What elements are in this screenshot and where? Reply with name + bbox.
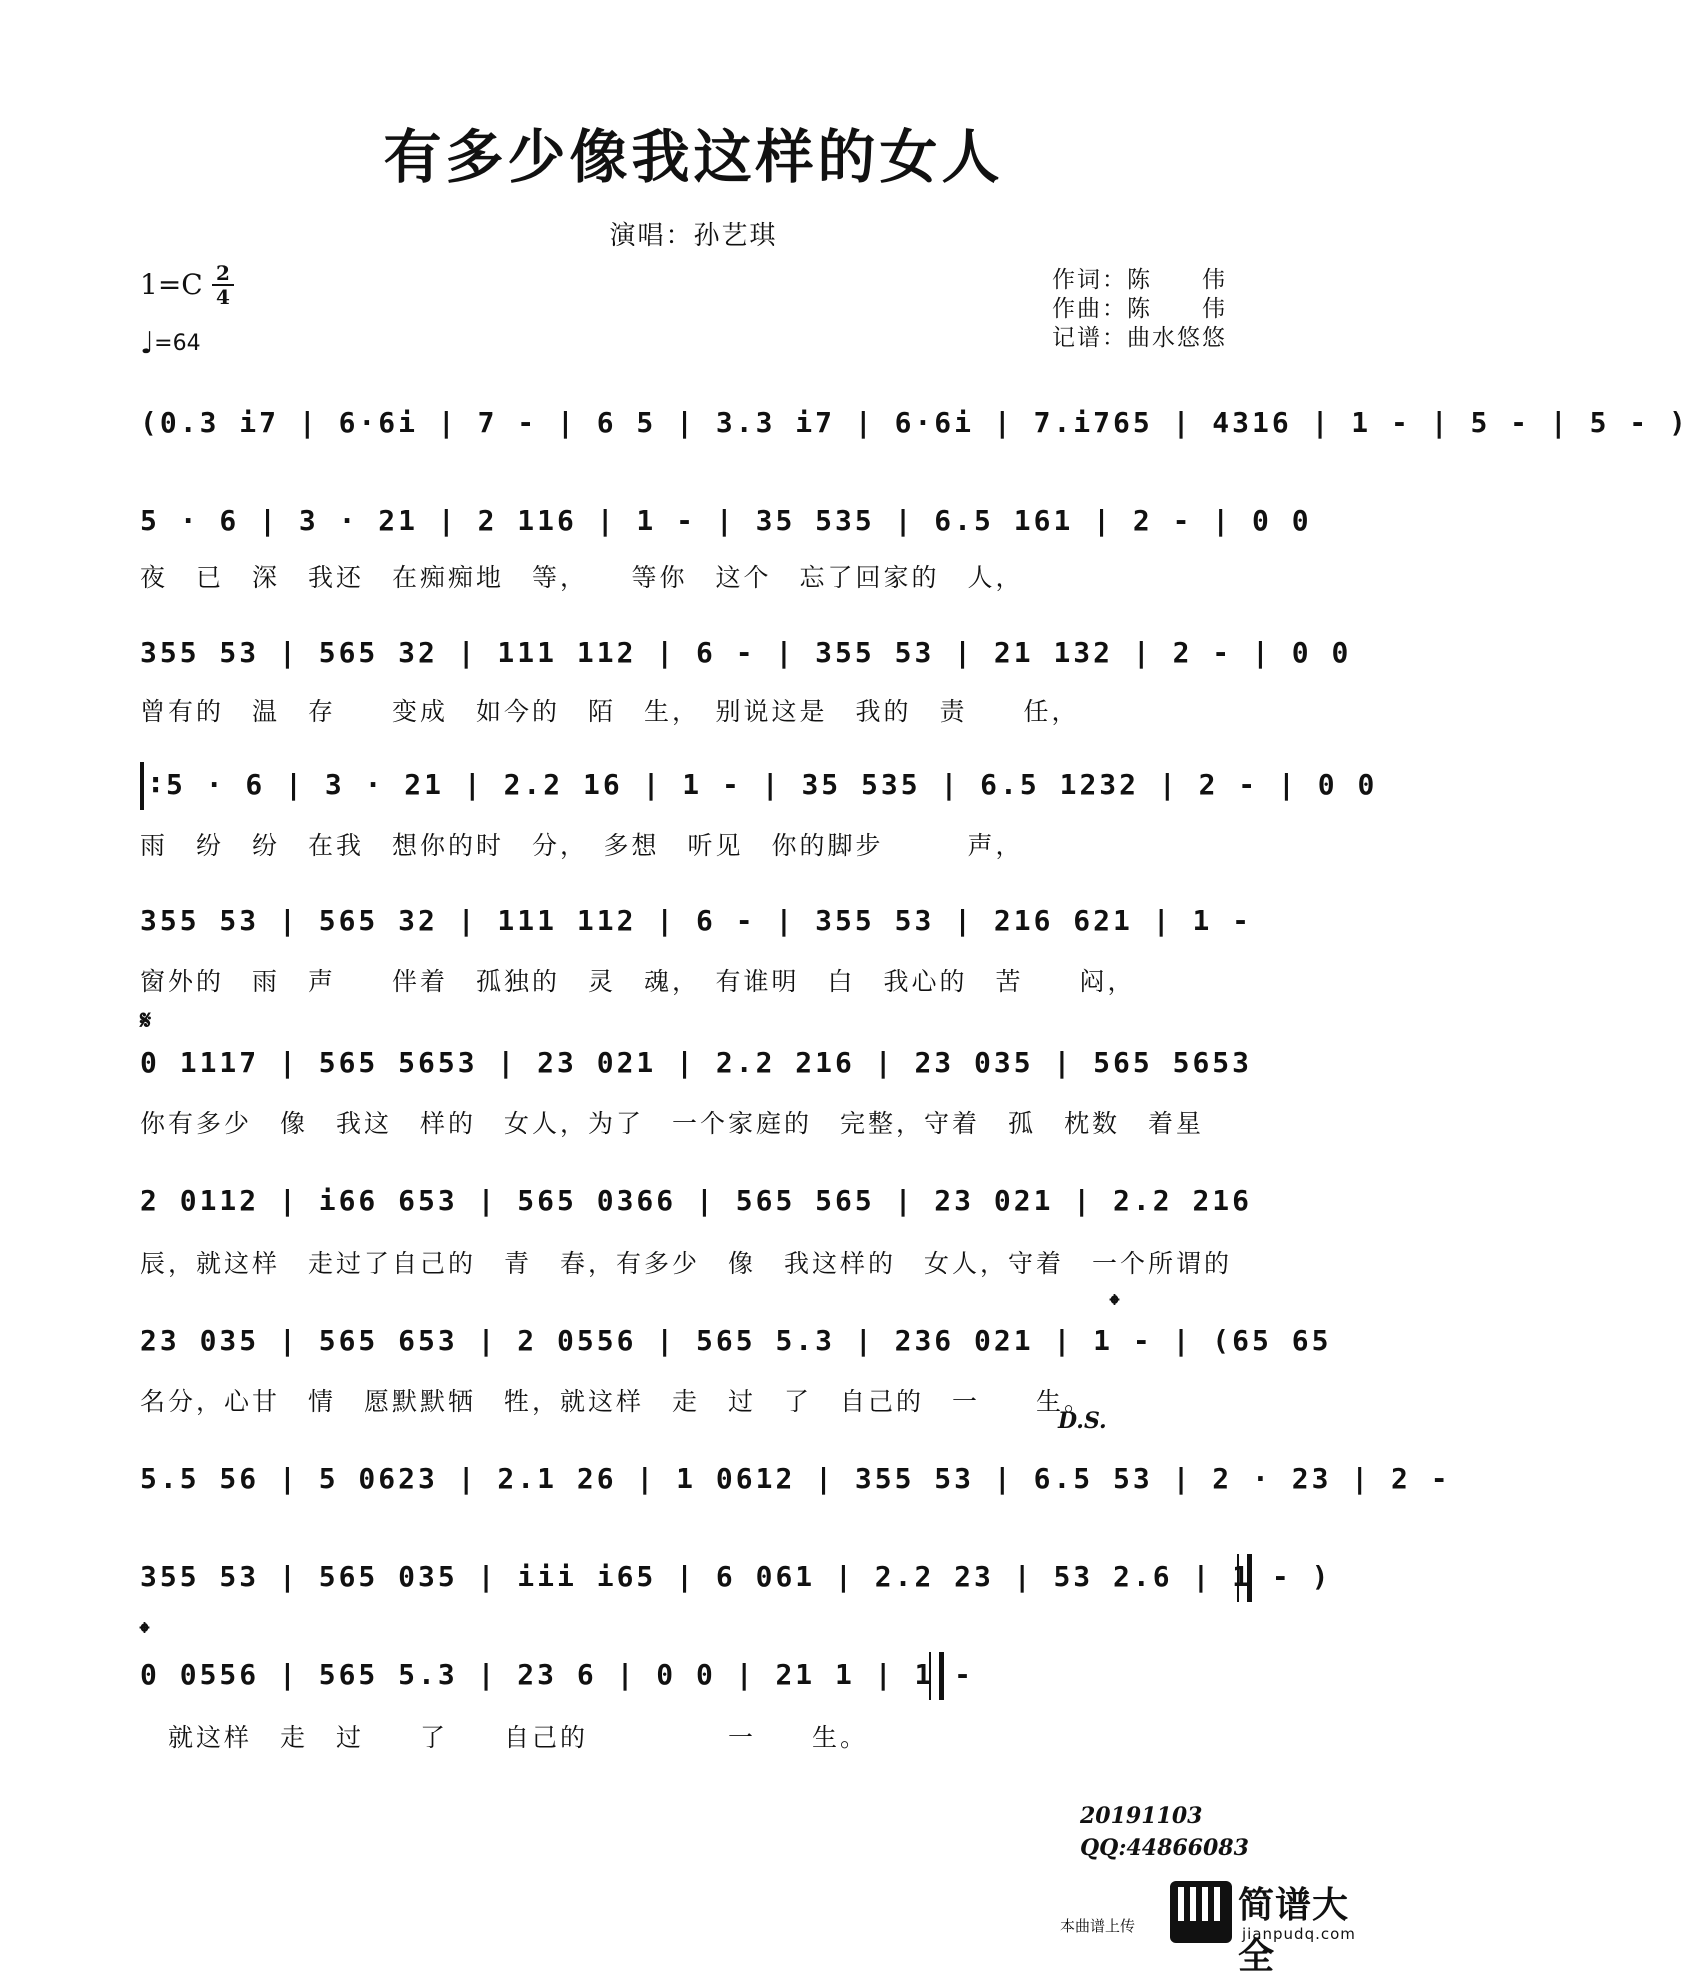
site-watermark — [1060, 1875, 1382, 1977]
upload-note: 本曲谱上传 — [1060, 1917, 1136, 1935]
lyrics-line-2: 夜 已 深 我还 在痴痴地 等， 等你 这个 忘了回家的 人， — [140, 563, 1024, 592]
lyrics-line-3: 曾有的 温 存 变成 如今的 陌 生， 别说这是 我的 责 任， — [140, 697, 1080, 726]
coda-sign: 𝄌 — [1110, 1290, 1119, 1320]
time-signature — [212, 262, 234, 308]
notation-line-8: 23 035 | 565 653 | 2 0556 | 565 5.3 | 236 021 | 1 - | (65 65 — [140, 1324, 1332, 1357]
key-signature: 1=C — [140, 268, 203, 301]
repeat-start-sign — [140, 762, 158, 810]
transcription-date: 20191103 — [1080, 1803, 1203, 1829]
staff-line-5 — [140, 898, 1253, 946]
quarter-note-icon: ♩ — [140, 326, 155, 361]
time-signature-top: 2 — [216, 261, 230, 285]
staff-line-3 — [140, 630, 1352, 678]
credits — [1052, 266, 1227, 353]
lyrics-line-7: 辰，就这样 走过了自己的 青 春，有多少 像 我这样的 女人，守着 一个所谓的 — [140, 1249, 1233, 1278]
notation-line-5: 355 53 | 565 32 | 111 112 | 6 - | 355 53 | 216 621 | 1 - — [140, 904, 1253, 937]
footer-info — [1080, 1800, 1249, 1864]
piano-keys-icon — [1170, 1881, 1232, 1943]
singer-credit: 演唱：孙艺琪 — [609, 221, 778, 251]
repeat-end-sign — [1237, 1554, 1252, 1602]
staff-line-6 — [140, 1040, 1253, 1088]
lyrics-line-4: 雨 纷 纷 在我 想你的时 分， 多想 听见 你的脚步 声， — [140, 831, 1024, 860]
staff-line-1 — [140, 400, 1689, 448]
staff-line-7 — [140, 1178, 1253, 1226]
time-signature-bottom: 4 — [212, 284, 234, 308]
tempo-marking — [140, 326, 201, 361]
score-title: 有多少像我这样的女人 — [383, 123, 1004, 191]
staff-line-9 — [140, 1456, 1451, 1504]
notation-line-6: 0 1117 | 565 5653 | 23 021 | 2.2 216 | 23 035 | 565 5653 — [140, 1046, 1253, 1079]
composer-credit: 作曲：陈 伟 — [1052, 296, 1227, 322]
notation-line-4: 5 · 6 | 3 · 21 | 2.2 16 | 1 - | 35 535 | 6.5 1232 | 2 - | 0 0 — [166, 768, 1378, 801]
notation-line-3: 355 53 | 565 32 | 111 112 | 6 - | 355 53 | 21 132 | 2 - | 0 0 — [140, 636, 1352, 669]
segno-sign: 𝄋 — [140, 1006, 152, 1036]
staff-line-11 — [140, 1652, 975, 1700]
notation-line-11: 0 0556 | 565 5.3 | 23 6 | 0 0 | 21 1 | 1 - — [140, 1658, 975, 1691]
notation-line-10: 355 53 | 565 035 | iii i65 | 6 061 | 2.2 23 | 53 2.6 | 1 - ) — [140, 1560, 1332, 1593]
lyrics-line-11: 就这样 走 过 了 自己的 一 生。 — [140, 1723, 869, 1752]
transcriber-credit: 记谱：曲水悠悠 — [1052, 325, 1227, 351]
lyrics-line-8: 名分，心甘 情 愿默默牺 牲，就这样 走 过 了 自己的 一 生。 — [140, 1387, 1093, 1416]
final-barline — [929, 1652, 944, 1700]
lyricist-credit: 作词：陈 伟 — [1052, 267, 1227, 293]
lyrics-line-6: 你有多少 像 我这 样的 女人，为了 一个家庭的 完整，守着 孤 枕数 着星 — [140, 1109, 1205, 1138]
notation-line-7: 2 0112 | i66 653 | 565 0366 | 565 565 | 23 021 | 2.2 216 — [140, 1184, 1253, 1217]
notation-line-9: 5.5 56 | 5 0623 | 2.1 26 | 1 0612 | 355 53 | 6.5 53 | 2 · 23 | 2 - — [140, 1462, 1451, 1495]
qq-number: QQ:44866083 — [1080, 1835, 1249, 1861]
site-url: jianpudq.com — [1242, 1925, 1356, 1943]
lyrics-line-5: 窗外的 雨 声 伴着 孤独的 灵 魂， 有谁明 白 我心的 苦 闷， — [140, 967, 1136, 996]
notation-line-1: (0.3 i7 | 6·6i | 7 - | 6 5 | 3.3 i7 | 6·6i | 7.i765 | 4316 | 1 - | 5 - | 5 - ) — [140, 406, 1689, 439]
staff-line-4 — [140, 762, 1378, 810]
notation-line-2: 5 · 6 | 3 · 21 | 2 116 | 1 - | 35 535 | 6.5 161 | 2 - | 0 0 — [140, 504, 1312, 537]
dal-segno-marking: D.S. — [1058, 1408, 1107, 1434]
site-name: 简谱大全 — [1238, 1885, 1350, 1977]
tempo-value: =64 — [154, 331, 201, 356]
staff-line-8 — [140, 1318, 1332, 1366]
coda-sign-2: 𝄌 — [140, 1618, 149, 1648]
staff-line-10 — [140, 1554, 1332, 1602]
staff-line-2 — [140, 498, 1312, 546]
